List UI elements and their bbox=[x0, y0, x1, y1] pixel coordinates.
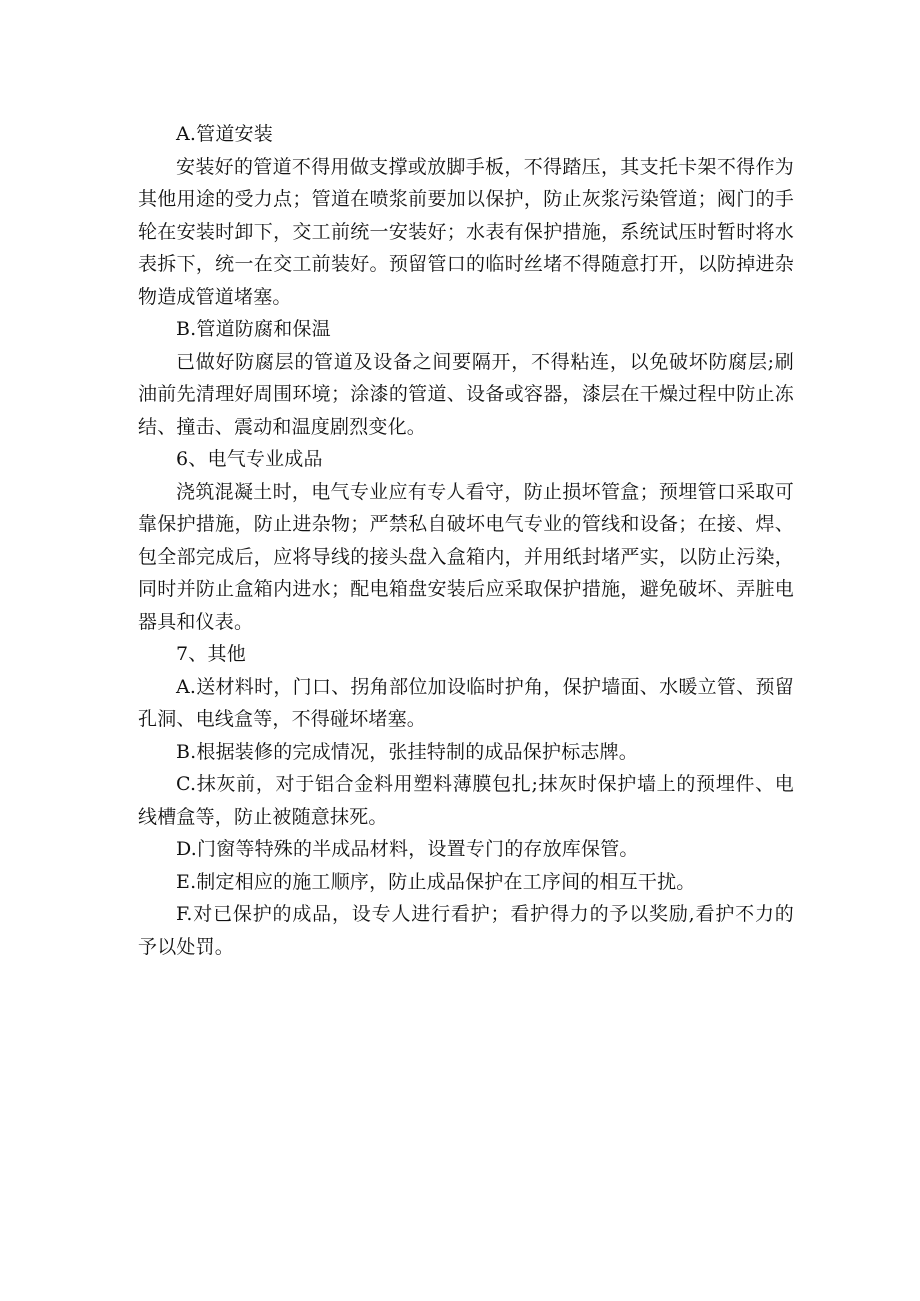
section-heading-electrical: 6、电气专业成品 bbox=[176, 448, 323, 470]
paragraph-other-c: C.抹灰前，对于铝合金料用塑料薄膜包扎;抹灰时保护墙上的预埋件、电线槽盒等，防止被随意抹死。 bbox=[138, 773, 794, 828]
paragraph-pipe-anticorrosion: 已做好防腐层的管道及设备之间要隔开，不得粘连，以免破坏防腐层;刷油前先清理好周围环境；涂漆的管道、设备或容器，漆层在干燥过程中防止冻结、撞击、震动和温度剧烈变化。 bbox=[138, 350, 794, 438]
section-heading-pipe-anticorrosion: B.管道防腐和保温 bbox=[176, 318, 331, 340]
paragraph-other-a: A.送材料时，门口、拐角部位加设临时护角，保护墙面、水暖立管、预留孔洞、电线盒等，不得碰坏堵塞。 bbox=[138, 675, 794, 730]
document-body bbox=[138, 118, 794, 963]
paragraph-other-f: F.对已保护的成品，设专人进行看护；看护得力的予以奖励,看护不力的予以处罚。 bbox=[138, 903, 794, 958]
section-heading-other: 7、其他 bbox=[176, 643, 246, 665]
paragraph-electrical: 浇筑混凝土时，电气专业应有专人看守，防止损坏管盒；预埋管口采取可靠保护措施，防止进杂物；严禁私自破坏电气专业的管线和设备；在接、焊、包全部完成后，应将导线的接头盘入盒箱内，并用纸封堵严实，以防止污染，同时并防止盒箱内进水；配电箱盘安装后应采取保护措施，避免破坏、弄脏电器具和仪表。 bbox=[138, 480, 794, 633]
section-heading-pipe-installation: A.管道安装 bbox=[176, 123, 273, 145]
paragraph-other-b: B.根据装修的完成情况，张挂特制的成品保护标志牌。 bbox=[176, 740, 639, 763]
paragraph-other-e: E.制定相应的施工顺序，防止成品保护在工序间的相互干扰。 bbox=[176, 870, 696, 893]
paragraph-pipe-installation: 安装好的管道不得用做支撑或放脚手板，不得踏压，其支托卡架不得作为其他用途的受力点；管道在喷浆前要加以保护，防止灰浆污染管道；阀门的手轮在安装时卸下，交工前统一安装好；水表有保护措施，系统试压时暂时将水表拆下，统一在交工前装好。预留管口的临时丝堵不得随意打开，以防掉进杂物造成管道堵塞。 bbox=[138, 155, 794, 308]
paragraph-other-d: D.门窗等特殊的半成品材料，设置专门的存放库保管。 bbox=[176, 838, 639, 860]
